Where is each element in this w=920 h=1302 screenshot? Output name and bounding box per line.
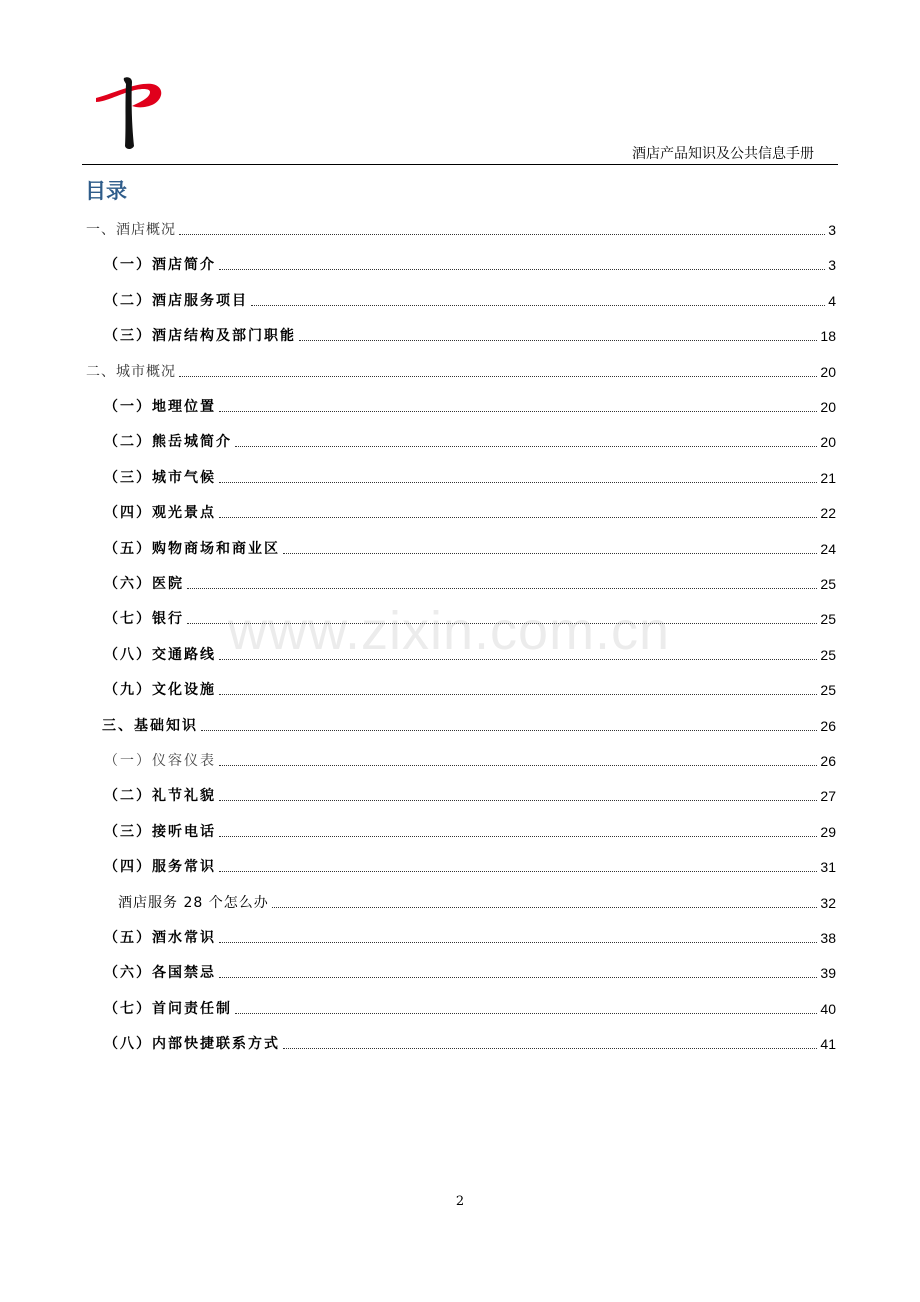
toc-entry[interactable] [104,1030,836,1054]
toc-leader-dots [219,836,817,837]
toc-entry-page: 3 [828,257,836,274]
toc-leader-dots [219,800,817,801]
toc-leader-dots [219,517,817,518]
toc-entry-label: （三）酒店结构及部门职能 [104,328,296,345]
toc-entry-page: 27 [820,788,836,805]
toc-entry-page: 18 [820,328,836,345]
toc-entry-page: 40 [820,1000,836,1017]
toc-entry[interactable] [104,747,836,771]
hotel-logo [92,72,168,152]
toc-entry-page: 41 [820,1036,836,1053]
toc-entry-label: （五）酒水常识 [104,930,216,946]
toc-entry-page: 24 [820,540,836,557]
watermark: www.zixin.com.cn [228,601,671,661]
toc-entry-page: 20 [820,399,836,415]
toc-leader-dots [219,694,817,695]
toc-entry-page: 29 [820,823,836,840]
toc-entry[interactable] [104,535,836,559]
toc-entry-page: 22 [820,505,836,522]
toc-entry-page: 26 [820,717,836,734]
page-number: 2 [455,1194,465,1209]
toc-entry[interactable] [104,499,836,523]
toc-entry-page: 25 [820,646,836,663]
toc-leader-dots [179,376,817,377]
toc-entry-label: （三）接听电话 [104,823,216,840]
toc-leader-dots [251,305,825,306]
toc-entry-page: 3 [828,222,836,238]
toc-entry-page: 38 [820,930,836,946]
toc-entry-page: 26 [820,753,836,769]
toc-entry-label: 一、酒店概况 [86,222,176,238]
toc-entry[interactable] [104,251,836,275]
toc-entry[interactable] [104,959,836,983]
toc-entry-label: （七）银行 [104,611,184,628]
toc-entry-label: 二、城市概况 [86,363,176,380]
toc-leader-dots [219,765,817,766]
toc-entry-page: 20 [820,363,836,380]
toc-entry[interactable] [104,995,836,1019]
toc-entry-page: 25 [820,682,836,699]
toc-leader-dots [283,1048,817,1049]
toc-entry[interactable] [104,570,836,594]
toc-entry[interactable] [104,322,836,346]
toc-entry-label: （六）医院 [104,576,184,592]
toc-entry[interactable] [104,818,836,842]
toc-entry-label: （一）地理位置 [104,399,216,415]
toc-entry-label: （三）城市气候 [104,469,216,486]
toc-leader-dots [179,234,825,235]
toc-leader-dots [235,1013,817,1014]
toc-entry[interactable] [104,782,836,806]
toc-entry[interactable] [104,924,836,948]
toc-entry[interactable] [104,853,836,877]
header-divider [82,164,838,165]
toc-entry[interactable] [104,287,836,311]
toc-entry[interactable] [104,464,836,488]
toc-entry-page: 4 [828,292,836,309]
toc-entry-page: 21 [820,469,836,486]
toc-leader-dots [219,977,817,978]
toc-entry[interactable] [102,712,836,736]
toc-entry-label: （九）文化设施 [104,682,216,699]
toc-leader-dots [299,340,817,341]
toc-entry-label: （四）服务常识 [104,859,216,876]
toc-entry-label: （一）酒店简介 [104,257,216,274]
toc-entry[interactable] [118,889,836,913]
toc-entry[interactable] [104,428,836,452]
toc-entry-label: （二）礼节礼貌 [104,788,216,805]
toc-entry-label: （二）熊岳城简介 [104,434,232,451]
toc-entry-label: （八）内部快捷联系方式 [104,1036,280,1053]
toc-entry-label: 酒店服务 28 个怎么办 [118,894,269,911]
toc-heading: 目录 [85,179,127,203]
toc-entry-page: 25 [820,576,836,592]
toc-entry-label: （二）酒店服务项目 [104,292,248,309]
toc-leader-dots [219,871,817,872]
toc-entry[interactable] [86,216,836,240]
toc-entry-label: （七）首问责任制 [104,1000,232,1017]
toc-entry-page: 32 [820,894,836,911]
toc-entry-page: 25 [820,611,836,628]
toc-leader-dots [219,411,817,412]
toc-entry-label: 三、基础知识 [102,717,198,734]
toc-entry[interactable] [86,358,836,382]
toc-entry-label: （六）各国禁忌 [104,965,216,982]
toc-entry-page: 20 [820,434,836,451]
toc-leader-dots [187,588,817,589]
toc-entry-label: （一）仪容仪表 [104,753,216,769]
toc-leader-dots [201,730,817,731]
toc-leader-dots [219,942,817,943]
toc-entry[interactable] [104,676,836,700]
toc-leader-dots [272,907,818,908]
toc-entry-label: （八）交通路线 [104,646,216,663]
toc-entry-page: 31 [820,859,836,876]
toc-entry-page: 39 [820,965,836,982]
toc-entry-label: （五）购物商场和商业区 [104,540,280,557]
header-title: 酒店产品知识及公共信息手册 [632,146,814,162]
toc-entry-label: （四）观光景点 [104,505,216,522]
toc-leader-dots [235,446,817,447]
toc-leader-dots [219,482,817,483]
toc-leader-dots [219,269,825,270]
toc-leader-dots [283,553,817,554]
toc-entry[interactable] [104,393,836,417]
